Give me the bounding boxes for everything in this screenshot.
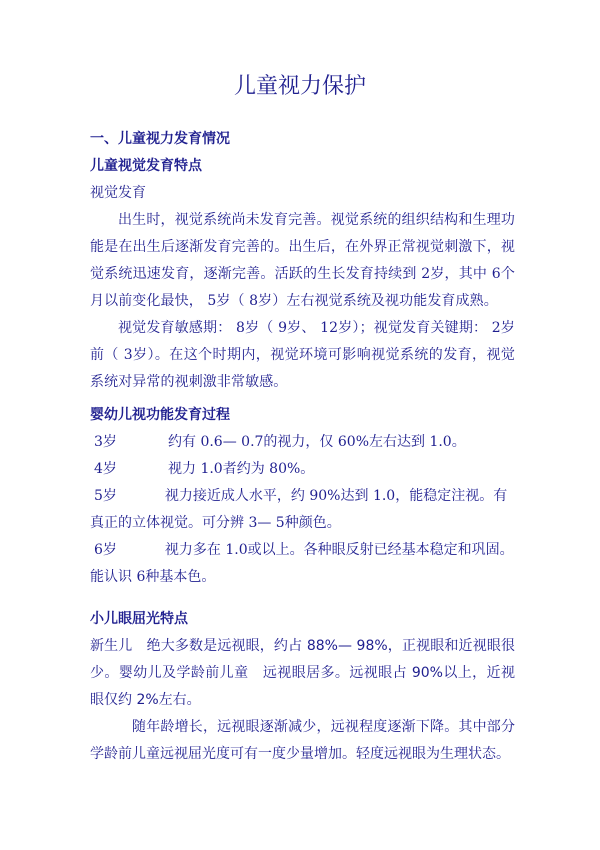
age-row [90, 483, 515, 537]
age-text: 视力多在 1.0或以上。各种眼反射已经基本稳定和巩固。能认识 6种基本色。 [90, 542, 514, 585]
subsection-heading-infant: 婴幼儿视功能发育过程 [90, 407, 230, 423]
section-refraction [90, 606, 515, 768]
age-label: 5岁 [94, 488, 117, 504]
section-heading: 一、儿童视力发育情况 [90, 131, 230, 147]
age-row [90, 429, 515, 456]
age-text: 视力 1.0者约为 80%。 [168, 461, 315, 477]
subsection-heading-features: 儿童视觉发育特点 [90, 158, 202, 174]
paragraph-age-growth: 随年龄增长，远视眼逐渐减少，远视程度逐渐下降。其中部分学龄前儿童远视屈光度可有一度少量增加。轻度远视眼为生理状态。 [90, 719, 515, 762]
paragraph-birth: 出生时，视觉系统尚未发育完善。视觉系统的组织结构和生理功能是在出生后逐渐发育完善的。出生后，在外界正常视觉刺激下，视觉系统迅速发育，逐渐完善。活跃的生长发育持续到 2岁，其中 6个月以前变化最快， 5岁（ 8岁）左右视觉系统及视功能发育成熟。 [90, 212, 515, 309]
age-row [90, 537, 515, 591]
age-row [90, 456, 515, 483]
page-title: 儿童视力保护 [233, 74, 366, 99]
age-label: 3岁 [94, 434, 117, 450]
section-infant-vision [90, 402, 515, 591]
subsection-heading-refraction: 小儿眼屈光特点 [90, 611, 188, 627]
age-label: 6岁 [94, 542, 117, 558]
subsection-label: 视觉发育 [90, 185, 146, 201]
age-text: 约有 0.6— 0.7的视力，仅 60%左右达到 1.0。 [168, 434, 466, 450]
section-development [90, 126, 515, 396]
paragraph-newborn: 新生儿 绝大多数是远视眼，约占 88%— 98%，正视眼和近视眼很少。婴幼儿及学龄前儿童 远视眼居多。远视眼占 90%以上，近视眼仅约 2%左右。 [90, 638, 515, 708]
age-text: 视力接近成人水平，约 90%达到 1.0，能稳定注视。有真正的立体视觉。可分辨 3— 5种颜色。 [90, 488, 508, 531]
paragraph-sensitive-period: 视觉发育敏感期： 8岁（ 9岁、 12岁）；视觉发育关键期： 2岁前（ 3岁）。在这个时期内，视觉环境可影响视觉系统的发育，视觉系统对异常的视刺激非常敏感。 [90, 320, 515, 390]
age-label: 4岁 [94, 461, 117, 477]
